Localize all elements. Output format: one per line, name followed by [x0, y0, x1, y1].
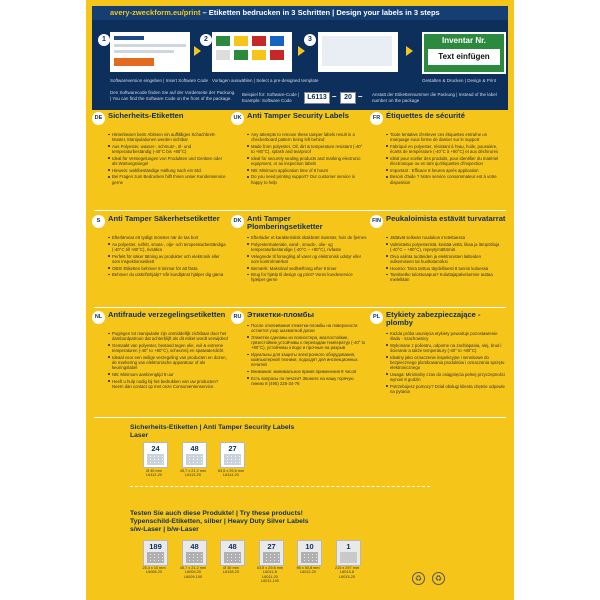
product-caption	[136, 566, 172, 575]
divider	[130, 486, 430, 487]
product-tile	[220, 540, 245, 566]
label-grid-icon	[263, 552, 280, 563]
section-title: Anti Tamper Säkerhetsetiketter	[108, 214, 220, 223]
products-2-title: Testen Sie auch diese Produkte! | Try these products!	[130, 510, 303, 517]
list-item: Внимание: минимальное время применения 8 часов	[247, 369, 367, 374]
list-item: Av polyester, rutfritt, smuts-, olje- och temperaturbeständiga (-40°C till +80°C), rivsäkra	[108, 242, 228, 252]
bullet-list	[108, 132, 228, 186]
section-s	[92, 215, 228, 307]
list-item: Fabriqué en polyester, résistant à l'eau, huile, poussière, écarts de température (-40°C à +80°C) et aux déchirures	[386, 144, 506, 154]
section-dk	[231, 215, 367, 307]
label-grid-icon	[340, 552, 357, 563]
list-item: Brug for hjælp til design og print? Vores kundeservice hjælper gerne	[247, 272, 367, 282]
code-part-2: 20	[340, 92, 356, 104]
code-part-1: L6113	[304, 92, 330, 104]
step-3-caption: Gestalten & Drucken | Design & Print	[422, 78, 496, 83]
list-item: OBS! Etiketten behöver 8 timmar för att fästa	[108, 266, 228, 271]
product-size: Ø 40 mm	[146, 469, 162, 473]
list-item: Hinterlassen beim Ablösen ein auffälliges Schachbrett-Muster, Manipulationen werden sichtbar	[108, 132, 228, 142]
product-code: L6011-8 L6011-20 L6011-100	[261, 570, 279, 583]
bullet-list	[247, 132, 367, 186]
section-title: Peukaloimista estävät turvatarrat	[386, 214, 506, 223]
bullet-list	[386, 235, 506, 284]
bullet-list	[247, 235, 367, 284]
packaging-sheet	[86, 0, 514, 600]
steps-banner	[92, 6, 508, 110]
product-count: 48	[190, 542, 199, 551]
label-grid-icon	[301, 552, 318, 563]
list-item: Uwaga: Minimalny czas do osiągnięcia pełnej przyczepności wynosi 8 godzin	[386, 372, 506, 382]
lang-badge-uk: UK	[231, 112, 244, 125]
bullet-list	[386, 331, 506, 396]
lang-badge-ru: RU	[231, 311, 244, 324]
list-item: Valmistettu polyesteristä, kestää vettä, likaa ja lämpötiloja (-40°C – +80°C), repeytymättömiä	[386, 242, 506, 252]
list-item: Idéal pour sceller des produits, pour identifier du matériel électronique ou en tant qu'étiquettes d'inspection	[386, 156, 506, 166]
section-title: Anti Tamper Plomberingsetiketter	[247, 214, 323, 231]
list-item: Toute tentative d'enlever ces étiquettes entraîne un marquage sous forme de damier sur le support	[386, 132, 506, 142]
label-preview-title: Inventar Nr.	[441, 36, 486, 45]
list-item: Aus Polyester, wasser-, schmutz-, öl- und temperaturbeständig (-40°C bis +80°C)	[108, 144, 228, 154]
product-code: L6009-20 L6009-100	[183, 570, 203, 579]
product-count: 1	[346, 542, 351, 551]
section-fin	[370, 215, 506, 307]
product-size: 25,4 x 10 mm	[142, 566, 166, 570]
step-1-caption: Softwareversion eingeben | Insert Software Code	[110, 78, 208, 83]
list-item: Идеальны для защиты электронного оборудования, компьютерной техники, подходят для инспекционных печатей	[247, 352, 367, 368]
label-grid-icon	[147, 454, 164, 465]
section-title: Antifraude verzegelingsetiketten	[108, 310, 226, 319]
step-3-badge: 3	[304, 34, 316, 46]
product-code: L6013-8 L6013-20	[338, 570, 356, 579]
banner-url[interactable]: avery-zweckform.eu/print	[110, 8, 201, 17]
section-title: Этикетки-пломбы	[247, 310, 314, 319]
section-de	[92, 112, 228, 208]
banner-header	[92, 6, 508, 20]
code-dash: –	[332, 92, 337, 101]
label-grid-icon	[147, 552, 164, 563]
list-item: Besoin d'aide ? Notre service consommateur est à votre disposition	[386, 174, 506, 184]
list-item: После отклеивания этикетки-пломбы на поверхности остается узор шахматной доски	[247, 323, 367, 333]
product-code: L6112-20	[146, 473, 162, 478]
product-caption	[213, 469, 249, 478]
step-2-caption: Vorlagen auswählen | Select a pre-designed template	[212, 78, 319, 83]
label-grid-icon	[224, 454, 241, 465]
products-1-title: Sicherheits-Etiketten | Anti Tamper Security Labels	[130, 424, 295, 431]
arrow-right-icon	[406, 46, 413, 56]
list-item: Idealny jako oznaczenie inspekcyjne i serwisowe do bezpiecznego plombowania produktów i oznaczania sprzętu elektronicznego	[386, 355, 506, 371]
list-item: Есть вопросы по печати? Звоните на нашу горячую линию 8 (495) 225-34-76	[247, 376, 367, 386]
list-item: Wykonane z poliestru, odporne na zachlapania, olej, brud i ścieranie a także temperatury (-40° to +80°C)	[386, 343, 506, 353]
list-item: Ideaal voor een veilige verzegeling van producten en dozen, de markering van elektronische apparatuur of als keuringslabel	[108, 355, 228, 371]
product-tile	[143, 442, 168, 468]
lang-badge-s: S	[92, 215, 105, 228]
list-item: Do you need printing support? Our customer service is happy to help	[247, 174, 367, 184]
product-tile	[336, 540, 361, 566]
list-item: Any attempts to remove these tamper labels result in a checkerboard pattern being left behind	[247, 132, 367, 142]
section-title: Sicherheits-Etiketten	[108, 111, 184, 120]
product-count: 48	[190, 444, 199, 453]
section-ru	[231, 311, 367, 415]
list-item: Heeft u hulp nodig bij het bedrukken van uw producten? Neem dan contact op met onze Consumentenservice.	[108, 379, 228, 389]
label-grid-icon	[186, 552, 203, 563]
list-item: Pogingen tot manipulatie zijn onmiddellijk zichtbaar door het dambordpatroon dat achterblijft als dit etiket wordt verwijderd	[108, 331, 228, 341]
banner-intro: Den Softwarecode finden Sie auf der Vorderseite der Packung. | You can find the Software Code on the front of the package.	[110, 90, 236, 101]
list-item: Important : Efficace 8 heures après application	[386, 168, 506, 173]
product-caption	[175, 469, 211, 478]
products-2-subtitle-2: s/w-Laser | b/w-Laser	[130, 526, 199, 533]
product-tile	[143, 540, 168, 566]
step-2-screenshot	[212, 32, 292, 72]
list-item: NB: Minimum aanbrengtijd 8 uur	[108, 372, 228, 377]
divider	[94, 210, 506, 211]
list-item: Jättävät selkeän ruudukon irrotettaessa	[386, 235, 506, 240]
product-tile	[182, 540, 207, 566]
section-title: Etykiety zabezpieczające - plomby	[386, 310, 481, 327]
bullet-list	[108, 235, 228, 279]
lang-badge-de: DE	[92, 112, 105, 125]
section-pl	[370, 311, 506, 415]
product-tile	[297, 540, 322, 566]
list-item: Bemærk: Maksimal vedhæftning efter 8 timer	[247, 266, 367, 271]
lang-badge-pl: PL	[370, 311, 383, 324]
product-size: 63,5 x 29,6 mm	[217, 469, 245, 473]
lang-badge-dk: DK	[231, 215, 244, 228]
step-3-screenshot	[318, 32, 398, 72]
product-code: L6114-20	[223, 473, 239, 478]
list-item: Perfekt för säker tätning av produkter och elektronik eller som inspektionsetikett	[108, 254, 228, 264]
section-title: Anti Tamper Security Labels	[247, 111, 349, 120]
divider	[94, 307, 506, 308]
product-caption	[136, 469, 172, 478]
product-code: L6008-20	[145, 570, 163, 575]
arrow-right-icon	[194, 46, 201, 56]
product-code: L6128-20	[222, 570, 240, 575]
product-caption	[213, 566, 249, 575]
product-size: 96 x 50,8 mm	[296, 566, 320, 570]
product-caption	[329, 566, 365, 579]
products-2-subtitle: Typenschild-Etiketten, silber | Heavy Duty Silver Labels	[130, 518, 309, 525]
product-count: 27	[228, 444, 237, 453]
product-caption	[175, 566, 211, 579]
product-tile	[182, 442, 207, 468]
product-count: 27	[267, 542, 276, 551]
label-grid-icon	[224, 552, 241, 563]
product-count: 10	[305, 542, 314, 551]
label-grid-icon	[186, 454, 203, 465]
list-item: NB: Minimum application time of 8 hours	[247, 168, 367, 173]
list-item: Behöver du utskriftshjälp? Vår kundtjänst hjälper dig gärna	[108, 272, 228, 277]
section-uk	[231, 112, 367, 208]
product-count: 189	[149, 542, 162, 551]
bullet-list	[247, 323, 367, 388]
step-1-screenshot	[110, 32, 190, 72]
product-size: 45,7 x 21,2 mm	[179, 469, 207, 473]
lang-badge-fr: FR	[370, 112, 383, 125]
product-size: 210 x 297 mm	[334, 566, 360, 570]
code-label: Beispiel für: Software-Code | Example: Software Code	[242, 92, 300, 103]
section-fr	[370, 112, 506, 208]
lang-badge-fin: FIN	[370, 215, 383, 228]
list-item: Potrzebujesz pomocy? Dział obsługi klienta chętnie odpowie na pytania	[386, 384, 506, 394]
recycle-icon: ♻	[432, 572, 445, 585]
bullet-list	[108, 331, 228, 391]
list-item: Hinweis: wahlbeständige Haftung nach ein Std.	[108, 168, 228, 173]
lang-badge-nl: NL	[92, 311, 105, 324]
product-caption	[290, 566, 326, 575]
list-item: Bei Fragen zum Bedrucken hilft Ihnen unser Kundenservice gerne	[108, 174, 228, 184]
section-title: Étiquettes de sécurité	[386, 111, 465, 120]
step-2-badge: 2	[200, 34, 212, 46]
list-item: Każda próba usunięcia etykiety powoduje pozostawienie śladu - szachownicy	[386, 331, 506, 341]
list-item: Oiva valinta tuotteiden ja elektronisten laitteiden sulkemiseen tai huoltotarroiksi	[386, 254, 506, 264]
product-count: 24	[151, 444, 160, 453]
bullet-list	[386, 132, 506, 186]
list-item: Tarvitsetko tulostusapua? Kuluttajapalvelumme auttaa mielellään	[386, 272, 506, 282]
list-item: Huomio: Tarra tarttuu täydellisesti 8 tunnin kuluessa	[386, 266, 506, 271]
product-tile	[259, 540, 284, 566]
divider	[94, 417, 506, 418]
list-item: Velegnede til forsegling af varer og elektronisk udstyr eller som kontrolmærkat	[247, 254, 367, 264]
list-item: Ideal für Versiegelungen von Produkten und Geräten oder als Wartungssiegel	[108, 156, 228, 166]
product-tile	[220, 442, 245, 468]
list-item: Efterlämnar ett tydligt mönster när de tas bort	[108, 235, 228, 240]
list-item: Gemaakt van polyester, bestand tegen olie, vuil & extreme temperaturen (-40° to +80°C), scheurvrij en spatwaterdicht	[108, 343, 228, 353]
list-item: Efterlader et karakteristisk skakbræt mønster, hvis de fjernes	[247, 235, 367, 240]
recycle-icon: ♻	[412, 572, 425, 585]
product-code: L6113-20	[185, 473, 201, 478]
product-size: 45,7 x 21,2 mm	[179, 566, 207, 570]
product-count: 48	[228, 542, 237, 551]
product-size: 63,5 x 29,6 mm	[256, 566, 284, 570]
list-item: Polyestermateriale, vand-, smuds-, olie- og temperaturbestandige (-40°C – +80°C), rivfaste	[247, 242, 367, 252]
product-caption	[252, 566, 288, 583]
product-size: Ø 30 mm	[223, 566, 239, 570]
label-preview-text: Text einfügen	[428, 49, 500, 65]
step-1-badge: 1	[98, 34, 110, 46]
label-preview	[422, 32, 506, 74]
banner-title: – Etiketten bedrucken in 3 Schritten | Design your labels in 3 steps	[200, 8, 440, 17]
list-item: Ideal for securely sealing products and marking electronic equipment, or as inspection labels	[247, 156, 367, 166]
list-item: Этикетки сделаны из полиэстера, маслостойкие, грязестойкие,устойчивы к перепадам температур (-40° to +80°C), устойчивы к воде и прочные на разрыв	[247, 335, 367, 351]
code-note: Anstatt der Etikettennummer die Packung | Instead of the label number on the package	[372, 92, 497, 103]
product-code: L6012-20	[299, 570, 317, 575]
list-item: Made from polyester, Oil, dirt & temperature resistant (-40° to +80°C), splash and tearproof	[247, 144, 367, 154]
section-nl	[92, 311, 228, 415]
code-dash: –	[358, 92, 363, 101]
products-1-subtitle: Laser	[130, 432, 149, 439]
arrow-right-icon	[298, 46, 305, 56]
